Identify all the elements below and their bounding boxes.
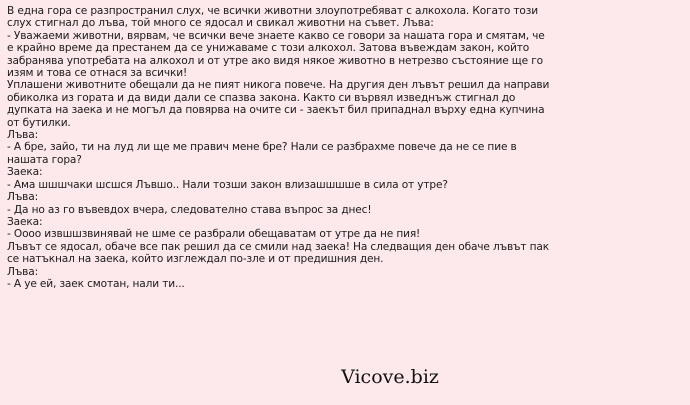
- speaker-label: Лъва:: [7, 265, 39, 278]
- story-line: В една гора се разпространил слух, че всички животни злоупотребяват с алкохола. Когато този: [7, 5, 538, 17]
- story-line: изям и това се отнася за всички!: [7, 67, 188, 80]
- speaker-label: Заека:: [7, 215, 43, 228]
- story-line: от бутилки.: [7, 116, 71, 129]
- story-line: дупката на заека и не могъл да повярва на очите си - заекът бил припаднал върху една купчина: [7, 104, 545, 117]
- speaker-label: Лъва:: [7, 129, 39, 142]
- story-line: - А уе ей, заек смотан, нали ти...: [7, 277, 185, 290]
- story-text: [7, 5, 683, 290]
- story-line: - Ама шшшчаки шсшся Лъвшо.. Нали тозши закон влизашшшше в сила от утре?: [7, 178, 448, 191]
- story-line: се натъкнал на заека, който изглеждал по-зле и от предишния ден.: [7, 253, 384, 266]
- story-line: - Да но аз го въвевдох вчера, следователно става въпрос за днес!: [7, 203, 372, 216]
- story-line: слух стигнал до лъва, той много се ядосал и свикал животни на съвет. Лъва:: [7, 17, 434, 30]
- story-line: забранява употребата на алкохол и от утре ако видя някое животно в нетрезво състояние ще го: [7, 54, 543, 67]
- story-line: - А бре, зайо, ти на луд ли ще ме правич мене бре? Нали се разбрахме повече да не се пие в: [7, 141, 517, 154]
- story-line: Уплашени животните обещали да не пият никога повече. На другия ден лъвът решил да направи: [7, 79, 550, 92]
- story-line: е крайно време да престанем да се унижаваме с този алкохол. Затова въвеждам закон, който: [7, 42, 530, 55]
- speaker-label: Заека:: [7, 166, 43, 179]
- site-watermark: Vicove.biz: [341, 366, 439, 388]
- story-line: обиколка из гората и да види дали се спазва закона. Както си вървял изведнъж стигнал до: [7, 91, 516, 104]
- story-line: - Оооо извшшзвинявай не шме се разбрали обещаватам от утре да не пия!: [7, 228, 421, 241]
- story-line: Лъвът се ядосал, обаче все пак решил да се смили над заека! На следващия ден обаче лъвът пак: [7, 240, 549, 253]
- story-line: - Уважаеми животни, вярвам, че всички вече знаете какво се говори за нашата гора и смятам, че: [7, 29, 545, 42]
- story-line: нашата гора?: [7, 153, 82, 166]
- speaker-label: Лъва:: [7, 191, 39, 204]
